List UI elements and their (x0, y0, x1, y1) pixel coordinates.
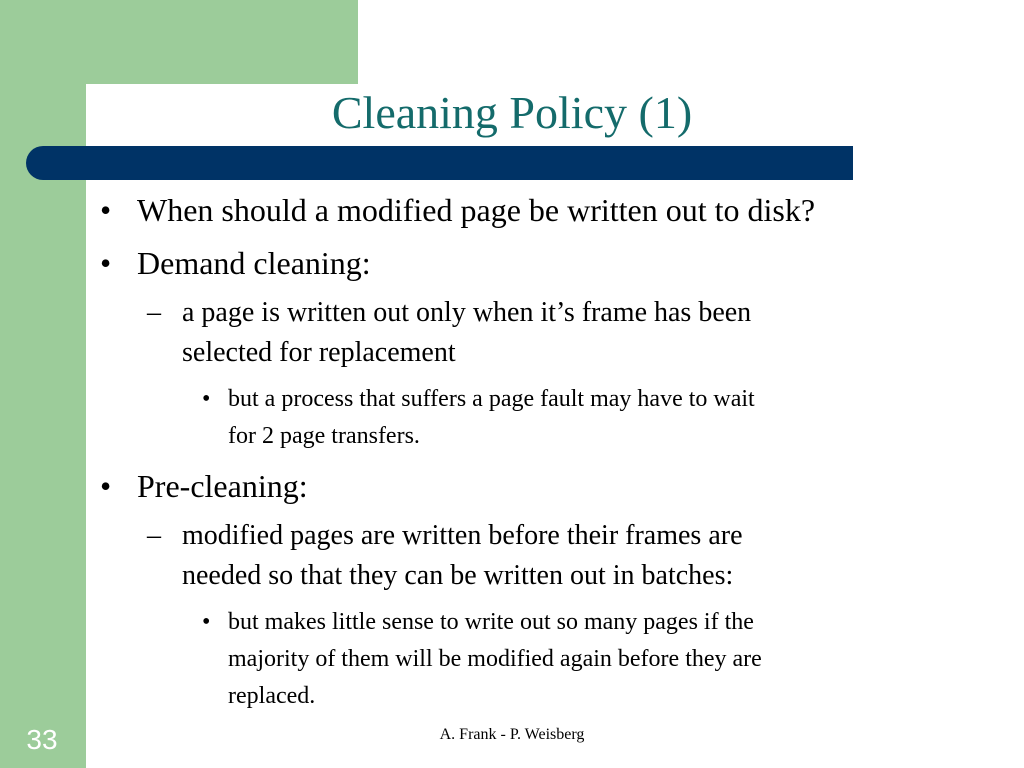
sub-bullet-text: selected for replacement (182, 337, 456, 368)
sub-sub-bullet-text: replaced. (228, 683, 316, 709)
bullet-text: Demand cleaning: (137, 245, 371, 281)
bullet-marker: • (100, 245, 112, 281)
title-underline-bar (26, 146, 853, 180)
slide-title: Cleaning Policy (1) (331, 87, 693, 138)
sub-bullet-text: needed so that they can be written out in batches: (182, 560, 734, 591)
dash-marker: – (147, 297, 161, 328)
bullet-marker: • (100, 468, 112, 504)
dash-marker: – (147, 520, 161, 551)
bullet-text: Pre-cleaning: (137, 468, 308, 504)
bullet-text: When should a modified page be written out to disk? (137, 192, 816, 228)
bullet-marker: • (100, 192, 112, 228)
sub-sub-bullet-text: for 2 page transfers. (228, 423, 420, 449)
sub-sub-bullet-text: majority of them will be modified again before they are (228, 646, 762, 672)
top-green-block (0, 0, 358, 84)
sub-sub-bullet-marker: • (202, 386, 211, 412)
footer-authors: A. Frank - P. Weisberg (439, 726, 585, 743)
sub-sub-bullet-text: but makes little sense to write out so many pages if the (228, 609, 754, 635)
left-green-band (0, 0, 86, 768)
sub-sub-bullet-text: but a process that suffers a page fault may have to wait (228, 386, 755, 412)
sub-bullet-text: modified pages are written before their frames are (182, 520, 743, 551)
sub-sub-bullet-marker: • (202, 609, 211, 635)
slide-number: 33 (26, 724, 58, 755)
sub-bullet-text: a page is written out only when it’s frame has been (182, 297, 752, 328)
